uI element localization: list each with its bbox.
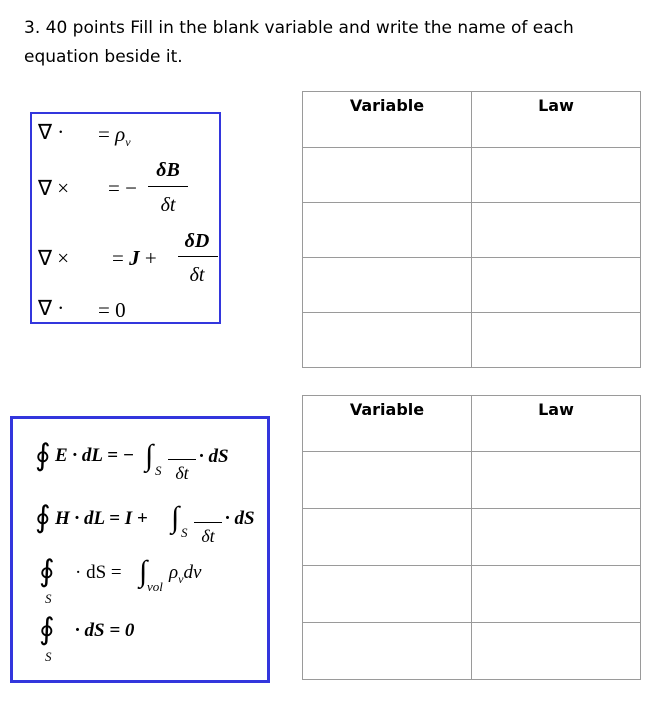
law-cell[interactable] (472, 566, 641, 623)
surface-integral-icon-2: ∫ (171, 501, 180, 534)
ieq2-surface-sub: S (181, 525, 188, 540)
ieq1-tail: · dS (199, 446, 229, 467)
curl-operator-2: ∇ × (38, 246, 70, 270)
table-header-row (303, 396, 641, 452)
question-text: 3. 40 points Fill in the blank variable and write the name of each equation beside it. (24, 18, 574, 67)
ieq1-fraction-bar (168, 459, 196, 460)
ieq4-lhs: · dS = 0 (75, 620, 135, 641)
ieq3-rhs (169, 562, 202, 586)
variable-cell[interactable] (303, 203, 472, 258)
divergence-operator-2: ∇ · (38, 296, 65, 320)
eq3-numerator: δD (184, 230, 210, 252)
closed-surface-integral-icon-1: ∮ (39, 555, 55, 588)
eq3-plus: + (139, 246, 157, 270)
differential-equations-box (30, 112, 221, 324)
table-row (303, 313, 641, 368)
variable-cell[interactable] (303, 623, 472, 680)
header-variable: Variable (303, 396, 472, 452)
eq3-j: J (129, 246, 140, 270)
law-cell[interactable] (472, 509, 641, 566)
table-row (303, 148, 641, 203)
closed-surface-integral-icon-2: ∮ (39, 613, 55, 646)
ieq3-lhs: · dS = (75, 562, 122, 583)
eq3-fraction-bar (178, 256, 218, 257)
ieq2-tail: · dS (225, 508, 255, 529)
eq2-numerator: δB (156, 159, 180, 181)
variable-cell[interactable] (303, 148, 472, 203)
header-variable: Variable (303, 92, 472, 148)
table-row (303, 452, 641, 509)
eq1-rho-sub: v (125, 135, 131, 149)
variable-cell[interactable] (303, 258, 472, 313)
table-row (303, 203, 641, 258)
surface-integral-icon-1: ∫ (145, 439, 154, 472)
volume-integral-icon: ∫ (139, 555, 148, 588)
ieq2-fraction-bar (194, 522, 222, 523)
eq1-equals: = (98, 122, 116, 146)
ieq2-denominator: δt (201, 526, 215, 546)
law-cell[interactable] (472, 148, 641, 203)
divergence-operator-1: ∇ · (38, 120, 65, 144)
table-row (303, 509, 641, 566)
law-cell[interactable] (472, 258, 641, 313)
ieq2-lhs: H · dL = I + (55, 508, 148, 529)
law-cell[interactable] (472, 203, 641, 258)
header-law: Law (472, 92, 641, 148)
eq3-rhs (112, 248, 157, 269)
eq2-fraction-bar (148, 186, 188, 187)
ieq4-closed-surface-sub: S (45, 649, 52, 664)
table-row (303, 566, 641, 623)
table-header-row (303, 92, 641, 148)
table-row (303, 623, 641, 680)
ieq1-denominator: δt (175, 463, 189, 483)
ieq3-rho: ρ (169, 562, 179, 583)
eq3-denominator: δt (189, 264, 205, 286)
ieq1-lhs: E · dL = − (55, 445, 135, 466)
variable-cell[interactable] (303, 313, 472, 368)
eq2-denominator: δt (160, 194, 176, 216)
eq1-rho: ρ (115, 122, 126, 146)
ieq3-closed-surface-sub: S (45, 591, 52, 606)
ieq3-rho-sub: v (178, 572, 184, 586)
ieq1-surface-sub: S (155, 463, 162, 478)
answer-table-1 (302, 91, 641, 368)
variable-cell[interactable] (303, 509, 472, 566)
integral-equations-box (10, 416, 270, 683)
contour-integral-icon-2: ∮ (35, 501, 51, 534)
law-cell[interactable] (472, 623, 641, 680)
answer-table-2 (302, 395, 641, 680)
curl-operator-1: ∇ × (38, 176, 70, 200)
law-cell[interactable] (472, 452, 641, 509)
law-cell[interactable] (472, 313, 641, 368)
ieq3-dv: dv (183, 562, 202, 583)
table-row (303, 258, 641, 313)
variable-cell[interactable] (303, 452, 472, 509)
eq2-equals: = − (108, 176, 137, 200)
variable-cell[interactable] (303, 566, 472, 623)
eq1-rhs (98, 122, 131, 149)
header-law: Law (472, 396, 641, 452)
eq3-equals: = (112, 246, 130, 270)
contour-integral-icon-1: ∮ (35, 439, 51, 472)
ieq3-volume-sub: vol (147, 579, 163, 594)
eq4-rhs: = 0 (98, 298, 126, 322)
